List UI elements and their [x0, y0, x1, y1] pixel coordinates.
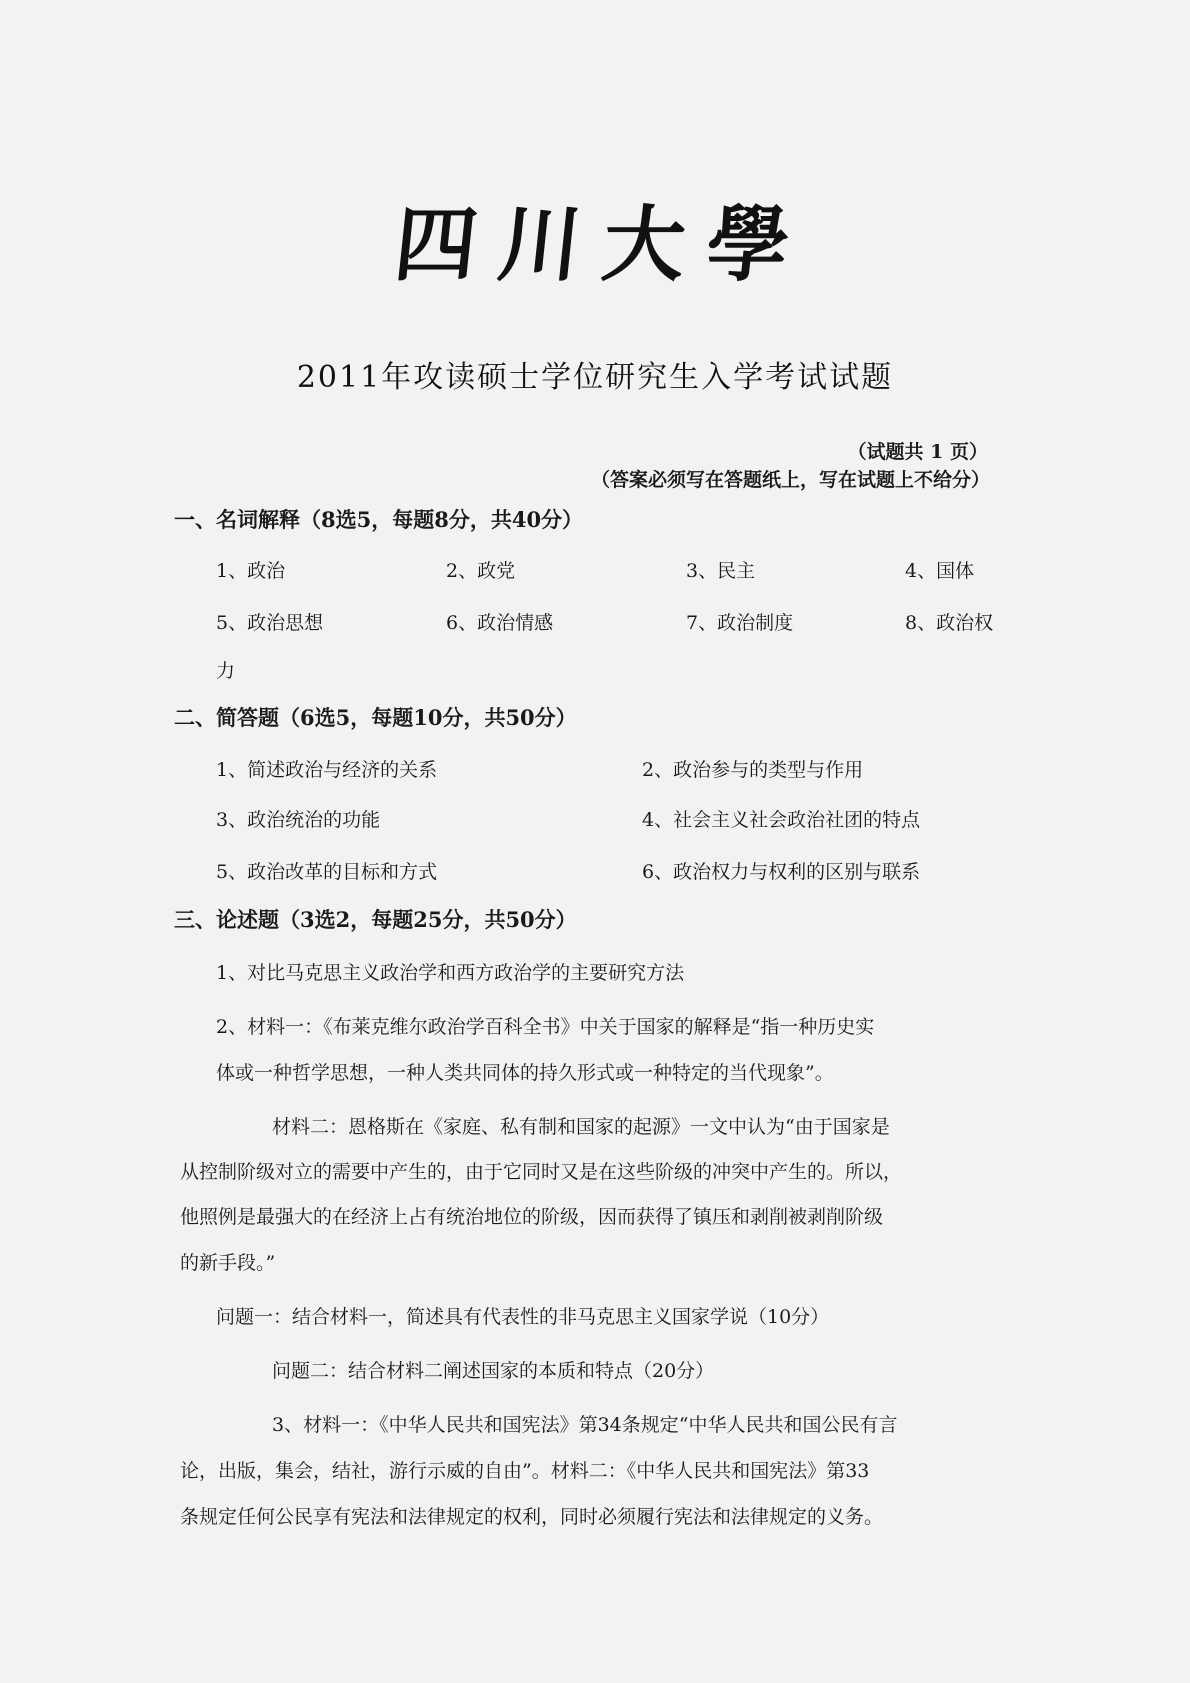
term-item: 5、政治思想: [216, 612, 324, 634]
short-answer-item: 1、简述政治与经济的关系: [216, 759, 438, 781]
essay-q2-question1: 问题一：结合材料一，简述具有代表性的非马克思主义国家学说（10分）: [216, 1306, 830, 1328]
term-item: 3、民主: [686, 560, 756, 582]
short-answer-item: 3、政治统治的功能: [216, 809, 381, 831]
essay-q3-line: 条规定任何公民享有宪法和法律规定的权利，同时必须履行宪法和法律规定的义务。: [180, 1506, 884, 1528]
term-item: 4、国体: [905, 560, 975, 582]
essay-q2-line: 2、材料一：《布莱克维尔政治学百科全书》中关于国家的解释是“指一种历史实: [216, 1016, 875, 1038]
essay-q2-material2-line: 的新手段。”: [180, 1252, 276, 1274]
section1-heading: 一、名词解释（8选5，每题8分，共40分）: [174, 507, 584, 532]
essay-q2-material2-line: 他照例是最强大的在经济上占有统治地位的阶级，因而获得了镇压和剥削被剥削阶级: [180, 1206, 884, 1228]
essay-q3-line: 3、材料一：《中华人民共和国宪法》第34条规定“中华人民共和国公民有言: [272, 1414, 898, 1436]
answer-instruction: （答案必须写在答题纸上，写在试题上不给分）: [590, 469, 990, 491]
short-answer-item: 5、政治改革的目标和方式: [216, 861, 438, 883]
short-answer-item: 2、政治参与的类型与作用: [642, 759, 864, 781]
essay-q2-material2-line: 从控制阶级对立的需要中产生的，由于它同时又是在这些阶级的冲突中产生的。所以，: [180, 1161, 903, 1183]
essay-q2-material2-line: 材料二：恩格斯在《家庭、私有制和国家的起源》一文中认为“由于国家是: [272, 1116, 890, 1138]
term-item-wrap: 力: [216, 660, 236, 682]
section2-heading: 二、简答题（6选5，每题10分，共50分）: [174, 705, 577, 730]
term-item: 8、政治权: [905, 612, 994, 634]
page-count-note: （试题共 1 页）: [847, 441, 988, 463]
essay-q2-line: 体或一种哲学思想，一种人类共同体的持久形式或一种特定的当代现象”。: [216, 1062, 834, 1084]
term-item: 1、政治: [216, 560, 286, 582]
essay-question-1: 1、对比马克思主义政治学和西方政治学的主要研究方法: [216, 962, 685, 984]
short-answer-item: 4、社会主义社会政治社团的特点: [642, 809, 921, 831]
short-answer-item: 6、政治权力与权利的区别与联系: [642, 861, 921, 883]
exam-title: 2011年攻读硕士学位研究生入学考试试题: [296, 360, 894, 395]
essay-q2-question2: 问题二：结合材料二阐述国家的本质和特点（20分）: [272, 1360, 715, 1382]
term-item: 2、政党: [446, 560, 516, 582]
term-item: 7、政治制度: [686, 612, 794, 634]
term-item: 6、政治情感: [446, 612, 554, 634]
section3-heading: 三、论述题（3选2，每题25分，共50分）: [174, 907, 577, 932]
university-logo: 四川大學: [389, 197, 817, 293]
essay-q3-line: 论，出版，集会，结社，游行示威的自由”。材料二：《中华人民共和国宪法》第33: [180, 1460, 870, 1482]
